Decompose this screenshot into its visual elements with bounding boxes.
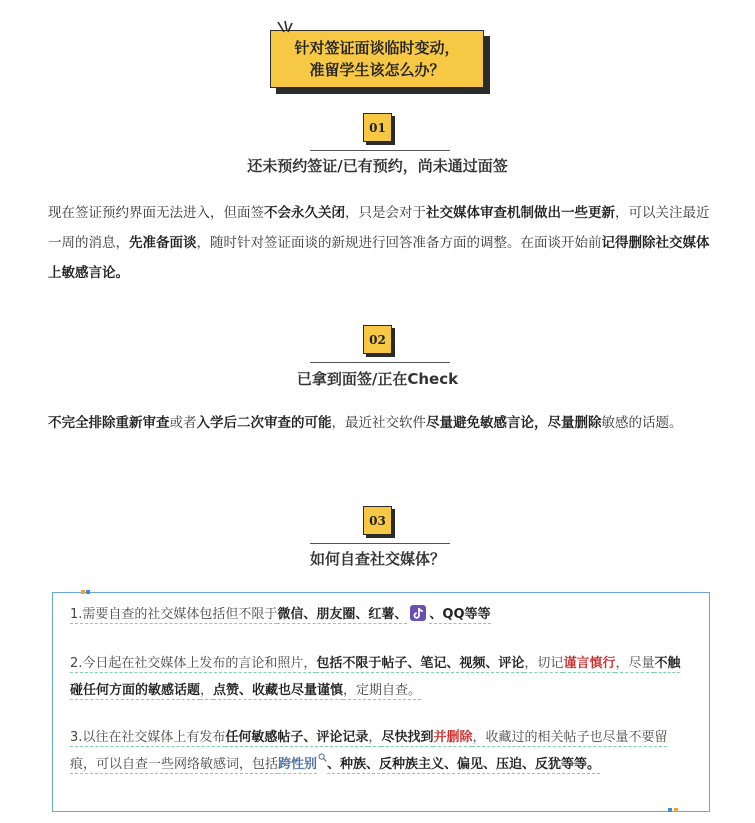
section-divider <box>310 362 450 363</box>
item-text: ，尽量 <box>615 656 655 671</box>
section-heading: 还未预约签证/已有预约，尚未通过面签 <box>247 157 508 175</box>
sensitive-term-link[interactable]: 跨性别 <box>278 757 318 772</box>
section-number: 03 <box>363 506 392 535</box>
item-text-bold: 微信、朋友圈、红薯、 <box>277 607 408 622</box>
title-block <box>270 30 484 88</box>
section-paragraph <box>48 408 716 438</box>
item-text-bold: 包括不限于帖子、笔记、视频、评论 <box>316 656 525 671</box>
section-number: 02 <box>363 325 392 354</box>
section-divider <box>310 543 450 544</box>
item-text: ，切记 <box>524 656 564 671</box>
section-number-badge <box>363 325 393 355</box>
item-text-bold: 尽快找到 <box>381 730 434 745</box>
section-number-badge <box>363 506 393 536</box>
corner-dot <box>668 808 672 812</box>
corner-dot <box>674 808 678 812</box>
page-title <box>270 30 484 88</box>
item-text-highlight: 并删除 <box>433 730 473 745</box>
item-text-highlight: 谨言慎行 <box>563 656 616 671</box>
tiktok-icon <box>410 605 426 621</box>
item-text: 2.今日起在社交媒体上发布的言论和照片， <box>70 656 317 671</box>
item-text-bold: 不触碰任何方面的敏感话题 <box>70 656 681 698</box>
section-heading: 如何自查社交媒体？ <box>309 550 445 568</box>
paragraph-text: ，可以关注最近一周的消息， <box>48 205 710 251</box>
paragraph-text-bold: 不完全排除重新审查 <box>48 415 170 431</box>
paragraph-text-bold: 入学后二次审查的可能 <box>196 415 332 431</box>
section-divider <box>310 150 450 151</box>
paragraph-text-bold: 不会永久关闭 <box>264 205 345 221</box>
paragraph-text: ，只是会对于 <box>345 205 426 221</box>
corner-dot <box>86 590 90 594</box>
item-text: ，定期自查。 <box>343 683 422 698</box>
item-text: ，收藏过的相关帖子也尽量不要留痕，可以自查一些网络敏感词，包括 <box>70 730 668 772</box>
item-text-bold: 点赞、收藏也尽量谨慎 <box>213 683 344 698</box>
paragraph-text: 敏感的话题。 <box>601 415 683 431</box>
item-text: 1.需要自查的社交媒体包括但不限于 <box>70 607 278 622</box>
checklist-item <box>70 724 692 778</box>
section-heading: 已拿到面签/正在Check <box>296 370 459 388</box>
search-icon[interactable] <box>318 753 327 762</box>
item-text-bold: 、种族、反种族主义、偏见、压迫、反犹等等。 <box>327 757 601 772</box>
sparkle-tick-icon <box>276 20 294 38</box>
item-text-bold: 任何敏感帖子、评论记录 <box>225 730 369 745</box>
section-number-badge <box>363 113 393 143</box>
checklist-item <box>70 601 692 628</box>
item-text-bold: 、QQ等等 <box>429 607 491 622</box>
paragraph-text-bold: 先准备面谈 <box>129 235 197 251</box>
item-text: 3.以往在社交媒体上有发布 <box>70 730 226 745</box>
item-text: ， <box>368 730 382 745</box>
checklist-item <box>70 650 692 704</box>
item-text: ， <box>200 683 214 698</box>
paragraph-text-bold: 尽量避免敏感言论，尽量删除 <box>426 415 602 431</box>
corner-dot <box>81 590 85 594</box>
section-paragraph <box>48 198 716 288</box>
paragraph-text: ，最近社交软件 <box>331 415 426 431</box>
paragraph-text-bold: 社交媒体审查机制做出一些更新 <box>426 205 615 221</box>
section-number: 01 <box>363 113 392 142</box>
paragraph-text: ，随时针对签证面谈的新规进行回答准备方面的调整。在面谈开始前 <box>196 235 602 251</box>
paragraph-text-bold: 记得删除社交媒体上敏感言论。 <box>48 235 710 281</box>
paragraph-text: 现在签证预约界面无法进入，但面签 <box>48 205 264 221</box>
paragraph-text: 或者 <box>169 415 197 431</box>
title-line-2: 准留学生该怎么办？ <box>309 61 445 79</box>
title-line-1: 针对签证面谈临时变动， <box>294 39 460 57</box>
